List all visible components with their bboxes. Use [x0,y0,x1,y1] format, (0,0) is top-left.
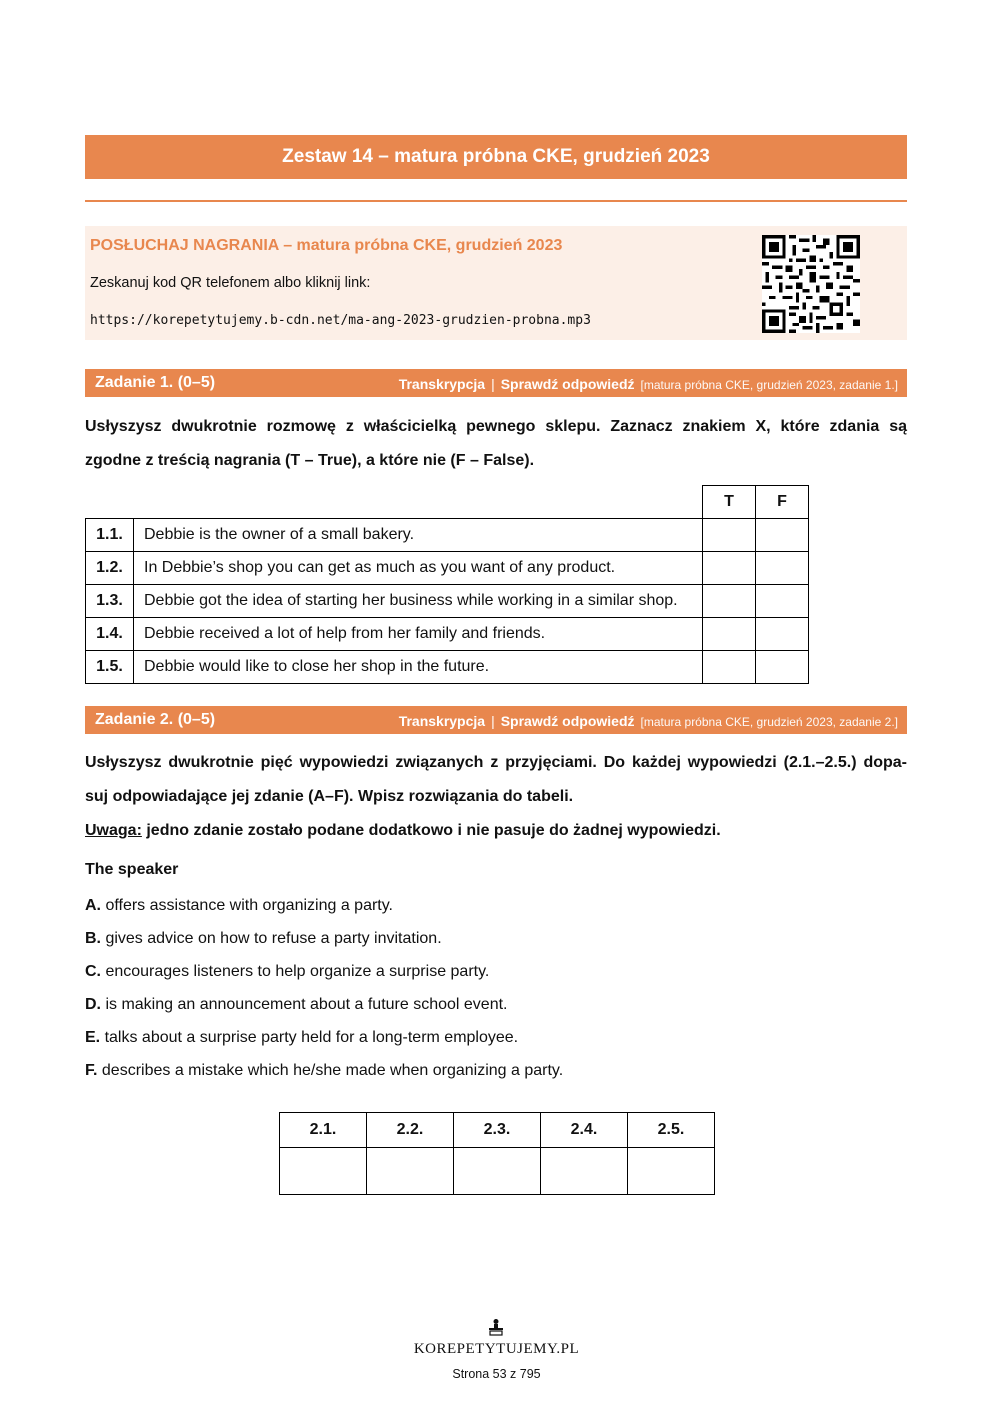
row-number: 1.2. [86,552,134,585]
link-separator: | [491,376,495,392]
answer-cell[interactable] [367,1148,454,1195]
task2-title: Zadanie 2. (0–5) [95,711,216,728]
task1-source: [matura próbna CKE, grudzień 2023, zadanie 1.] [640,378,898,392]
option-item [85,1029,518,1047]
option-text: gives advice on how to refuse a party invitation. [101,930,442,947]
task2-source: [matura próbna CKE, grudzień 2023, zadanie 2.] [640,715,898,729]
col-true-header: T [703,486,756,519]
false-answer-cell[interactable] [756,618,809,651]
option-item [85,930,442,948]
task2-instruction-line: Usłyszysz dwukrotnie pięć wypowiedzi związanych z przyjęciami. Do każdej wypowiedzi (2.1.–2.5.) dopa- [85,754,907,771]
task2-header [85,706,907,734]
link-separator: | [491,713,495,729]
answer-cell[interactable] [454,1148,541,1195]
footer-brand[interactable]: KOREPETYTUJEMY.PL [413,1341,580,1357]
row-statement: Debbie would like to close her shop in the future. [134,651,703,684]
option-item [85,897,393,915]
option-letter: C. [85,963,101,980]
task1-transcript-link[interactable]: Transkrypcja [398,376,486,392]
answer-col-header: 2.5. [628,1113,715,1148]
option-text: talks about a surprise party held for a long-term employee. [100,1029,519,1046]
option-item [85,996,507,1014]
false-answer-cell[interactable] [756,585,809,618]
answer-cell[interactable] [541,1148,628,1195]
row-statement: Debbie is the owner of a small bakery. [134,519,703,552]
row-statement: Debbie got the idea of starting her business while working in a similar shop. [134,585,703,618]
true-answer-cell[interactable] [703,552,756,585]
option-text: is making an announcement about a future school event. [101,996,508,1013]
answer-table [279,1112,715,1195]
option-letter: D. [85,996,101,1013]
col-false-header: F [756,486,809,519]
blank-cell [86,486,134,519]
row-statement: Debbie received a lot of help from her family and friends. [134,618,703,651]
answer-col-header: 2.3. [454,1113,541,1148]
true-answer-cell[interactable] [703,618,756,651]
task2-check-answer-link[interactable]: Sprawdź odpowiedź [500,713,635,729]
task2-transcript-link[interactable]: Transkrypcja [398,713,486,729]
task1-header [85,369,907,397]
blank-cell [134,486,703,519]
answer-cell[interactable] [628,1148,715,1195]
false-answer-cell[interactable] [756,552,809,585]
false-answer-cell[interactable] [756,519,809,552]
option-text: encourages listeners to help organize a surprise party. [101,963,490,980]
table-row [86,618,809,651]
option-letter: B. [85,930,101,947]
row-statement: In Debbie’s shop you can get as much as you want of any product. [134,552,703,585]
answer-col-header: 2.2. [367,1113,454,1148]
teacher-icon [487,1318,505,1336]
table-row [86,585,809,618]
page-title: Zestaw 14 – matura próbna CKE, grudzień 2023 [85,135,907,179]
title-divider [85,200,907,202]
task1-instruction-line: zgodne z treścią nagrania (T – True), a które nie (F – False). [85,452,535,469]
option-item [85,963,489,981]
true-answer-cell[interactable] [703,651,756,684]
option-letter: A. [85,897,101,914]
answer-cell[interactable] [280,1148,367,1195]
task1-title: Zadanie 1. (0–5) [95,374,216,391]
task2-links [399,713,898,729]
task2-instruction-line: suj odpowiadające jej zdanie (A–F). Wpisz rozwiązania do tabeli. [85,788,574,805]
task1-instruction-line: Usłyszysz dwukrotnie rozmowę z właścicielką pewnego sklepu. Zaznacz znakiem X, które zdania są [85,418,907,435]
answer-col-header: 2.1. [280,1113,367,1148]
row-number: 1.3. [86,585,134,618]
table-row [86,651,809,684]
task2-instruction [85,746,907,848]
row-number: 1.1. [86,519,134,552]
note-text: jedno zdanie zostało podane dodatkowo i nie pasuje do żadnej wypowiedzi. [141,822,721,839]
task1-check-answer-link[interactable]: Sprawdź odpowiedź [500,376,635,392]
row-number: 1.4. [86,618,134,651]
true-false-table [85,485,809,684]
audio-link[interactable]: https://korepetytujemy.b-cdn.net/ma-ang-2023-grudzien-probna.mp3 [90,313,591,328]
table-row [86,552,809,585]
qr-code-icon[interactable] [762,235,860,333]
task1-links [399,376,898,392]
task2-note [85,814,907,848]
listen-instruction: Zeskanuj kod QR telefonem albo kliknij link: [90,275,371,291]
answer-col-header: 2.4. [541,1113,628,1148]
option-letter: F. [85,1062,98,1079]
listen-box [85,226,907,340]
table-row [86,519,809,552]
task1-instruction [85,410,907,478]
listen-title: POSŁUCHAJ NAGRANIA – matura próbna CKE, grudzień 2023 [90,237,563,254]
true-answer-cell[interactable] [703,519,756,552]
option-text: offers assistance with organizing a party. [101,897,393,914]
option-text: describes a mistake which he/she made when organizing a party. [97,1062,564,1079]
speaker-heading: The speaker [85,861,179,878]
row-number: 1.5. [86,651,134,684]
true-answer-cell[interactable] [703,585,756,618]
note-label: Uwaga: [85,822,142,839]
page-number: Strona 53 z 795 [452,1367,541,1381]
option-item [85,1062,563,1080]
option-letter: E. [85,1029,101,1046]
false-answer-cell[interactable] [756,651,809,684]
